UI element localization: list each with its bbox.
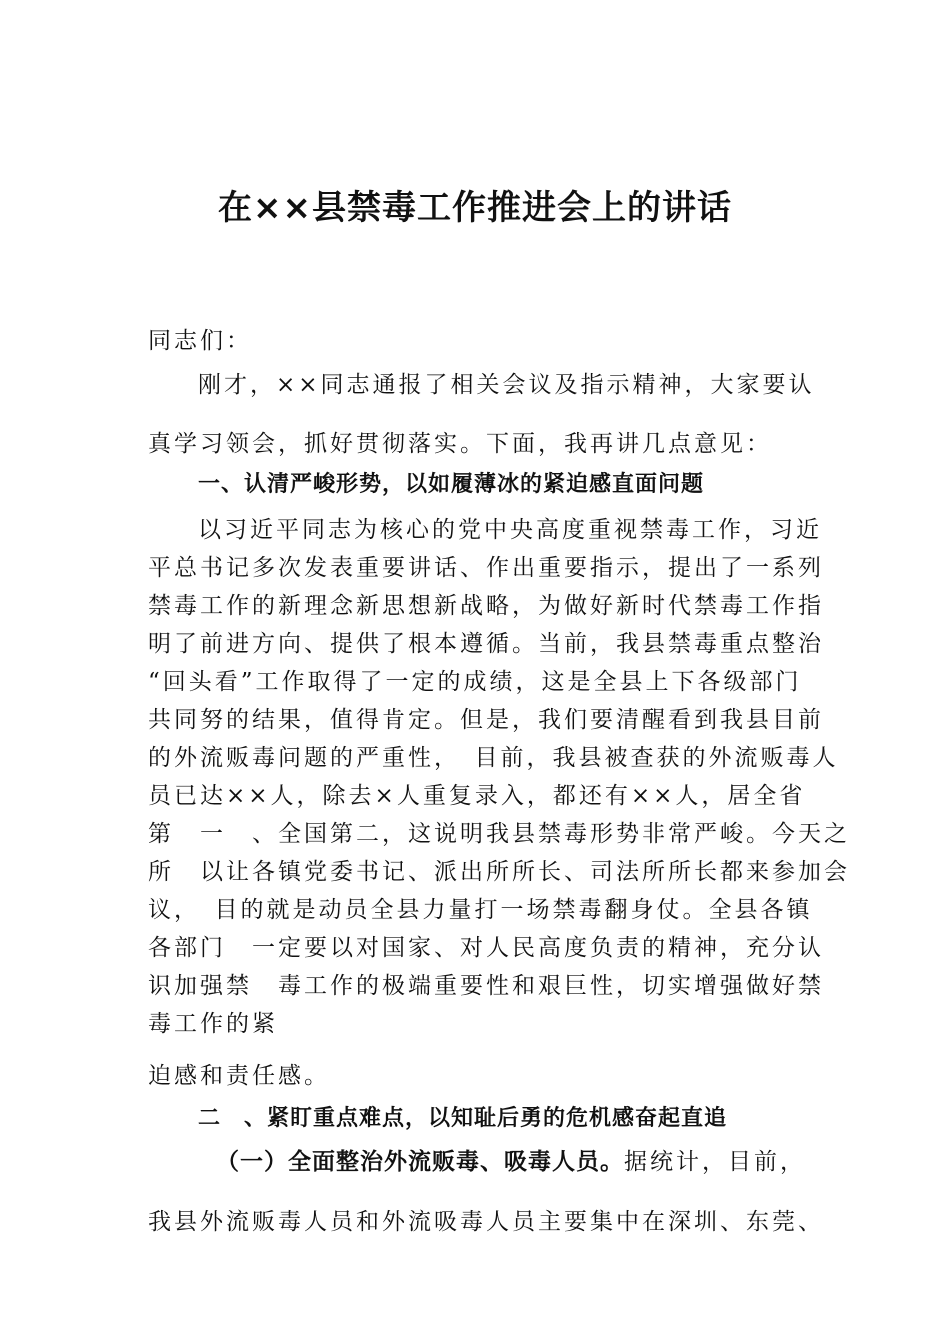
- section-1-line: 的外流贩毒问题的严重性， 目前，我县被查获的外流贩毒人: [148, 745, 839, 771]
- section-1-line: 共同努的结果，值得肯定。但是，我们要清醒看到我县目前: [148, 707, 824, 733]
- section-1-line: 平总书记多次发表重要讲话、作出重要指示，提出了一系列: [148, 555, 824, 581]
- section-2-line: 我县外流贩毒人员和外流吸毒人员主要集中在深圳、东莞、: [148, 1209, 824, 1235]
- section-1-line: 明了前进方向、提供了根本遵循。当前，我县禁毒重点整治: [148, 631, 824, 657]
- section-1-line: 第 一 、全国第二，这说明我县禁毒形势非常严峻。今天之: [148, 821, 850, 847]
- salutation: 同志们：: [148, 328, 252, 354]
- section-1-heading: 一、认清严峻形势，以如履薄冰的紧迫感直面问题: [198, 472, 705, 497]
- section-2-heading: 二 、紧盯重点难点，以知耻后勇的危机感奋起直追: [198, 1106, 728, 1131]
- subsection-text: 据统计，目前，: [624, 1149, 806, 1175]
- section-1-line: 识加强禁 毒工作的极端重要性和艰巨性，切实增强做好禁: [148, 973, 824, 999]
- section-1-line: 议， 目的就是动员全县力量打一场禁毒翻身仗。全县各镇: [148, 897, 813, 923]
- section-1-line: 所 以让各镇党委书记、派出所所长、司法所所长都来参加会: [148, 859, 850, 885]
- intro-line-1: 刚才，××同志通报了相关会议及指示精神，大家要认: [198, 372, 815, 398]
- section-1-line: 各部门 一定要以对国家、对人民高度负责的精神，充分认: [148, 935, 824, 961]
- section-1-line: 毒工作的紧: [148, 1011, 278, 1037]
- intro-line-2: 真学习领会，抓好贯彻落实。下面，我再讲几点意见：: [148, 431, 772, 457]
- section-1-line: 员已达××人，除去×人重复录入，都还有××人，居全省: [148, 783, 806, 809]
- section-1-line: 禁毒工作的新理念新思想新战略，为做好新时代禁毒工作指: [148, 593, 824, 619]
- section-1-tail: 迫感和责任感。: [148, 1063, 330, 1089]
- document-title: 在××县禁毒工作推进会上的讲话: [218, 188, 732, 228]
- section-1-line: 以习近平同志为核心的党中央高度重视禁毒工作，习近: [198, 517, 822, 543]
- section-1-line: “回头看”工作取得了一定的成绩，这是全县上下各级部门: [148, 669, 802, 695]
- subsection-lead: （一）全面整治外流贩毒、吸毒人员。: [216, 1149, 624, 1175]
- section-2-subheading-line: [216, 1143, 806, 1176]
